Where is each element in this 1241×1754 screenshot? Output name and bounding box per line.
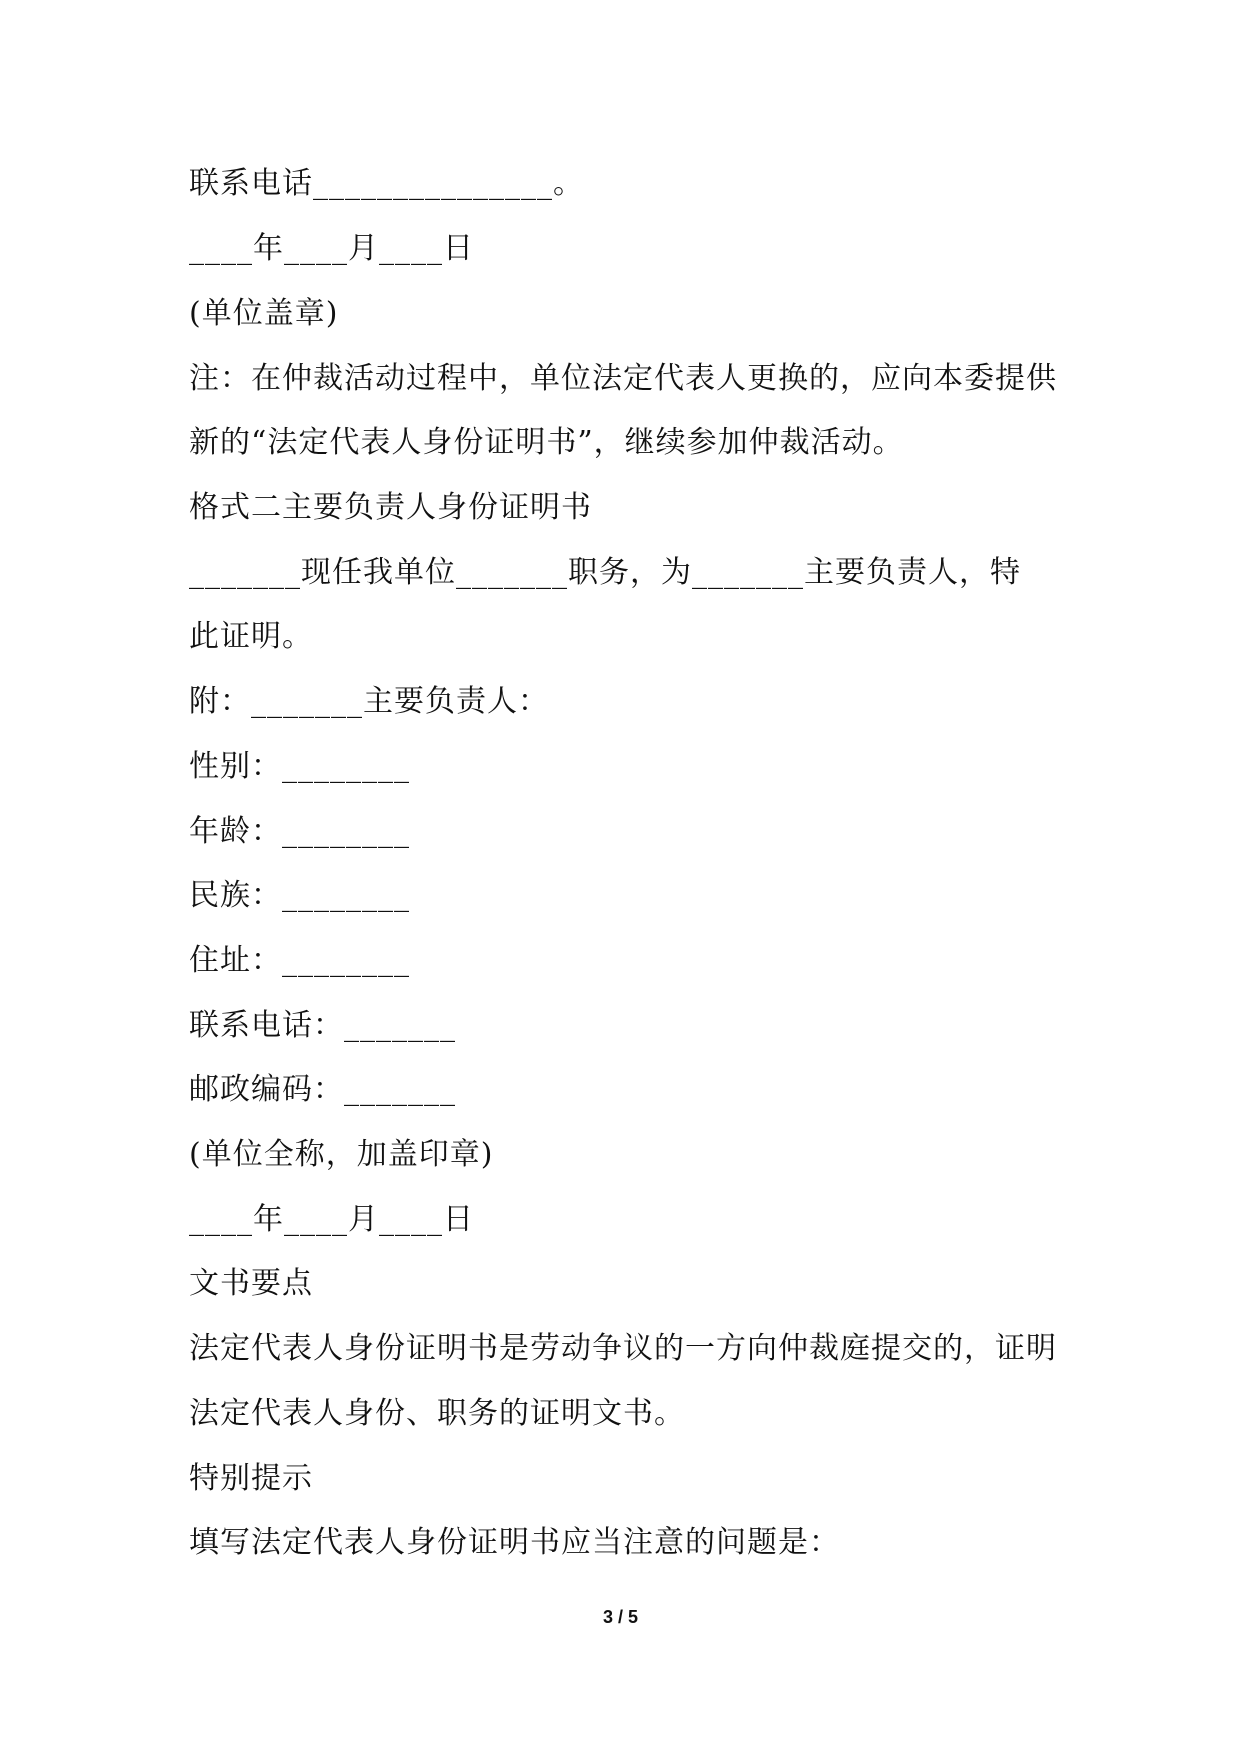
special-tips-heading: 特别提示 <box>189 1461 313 1496</box>
certificate-paragraph-line-2: 此证明。 <box>189 619 313 654</box>
key-points-heading: 文书要点 <box>189 1266 313 1301</box>
note-paragraph-line-2: 新的“法定代表人身份证明书”，继续参加仲裁活动。 <box>189 425 904 460</box>
postal-code-field: 邮政编码：_______ <box>189 1072 456 1107</box>
contact-phone-line: 联系电话_______________。 <box>189 166 584 201</box>
special-tips-paragraph: 填写法定代表人身份证明书应当注意的问题是： <box>189 1525 840 1560</box>
certificate-paragraph-line-1: _______现任我单位_______职务，为_______主要负责人，特 <box>189 555 1021 590</box>
date-line-2: ____年____月____日 <box>189 1202 474 1237</box>
address-field: 住址：________ <box>189 943 410 978</box>
date-line: ____年____月____日 <box>189 231 474 266</box>
note-paragraph-line-1: 注：在仲裁活动过程中，单位法定代表人更换的，应向本委提供 <box>189 361 1057 396</box>
unit-seal-note: (单位全称，加盖印章) <box>189 1137 494 1172</box>
contact-phone-field: 联系电话：_______ <box>189 1008 456 1043</box>
ethnicity-field: 民族：________ <box>189 878 410 913</box>
format-two-heading: 格式二主要负责人身份证明书 <box>189 490 592 525</box>
seal-note: (单位盖章) <box>189 296 339 331</box>
age-field: 年龄：________ <box>189 814 410 849</box>
key-points-paragraph-line-1: 法定代表人身份证明书是劳动争议的一方向仲裁庭提交的，证明 <box>189 1331 1057 1366</box>
key-points-paragraph-line-2: 法定代表人身份、职务的证明文书。 <box>189 1396 685 1431</box>
attachment-line: 附：_______主要负责人： <box>189 684 549 719</box>
page-number: 3 / 5 <box>602 1607 639 1627</box>
gender-field: 性别：________ <box>189 749 410 784</box>
